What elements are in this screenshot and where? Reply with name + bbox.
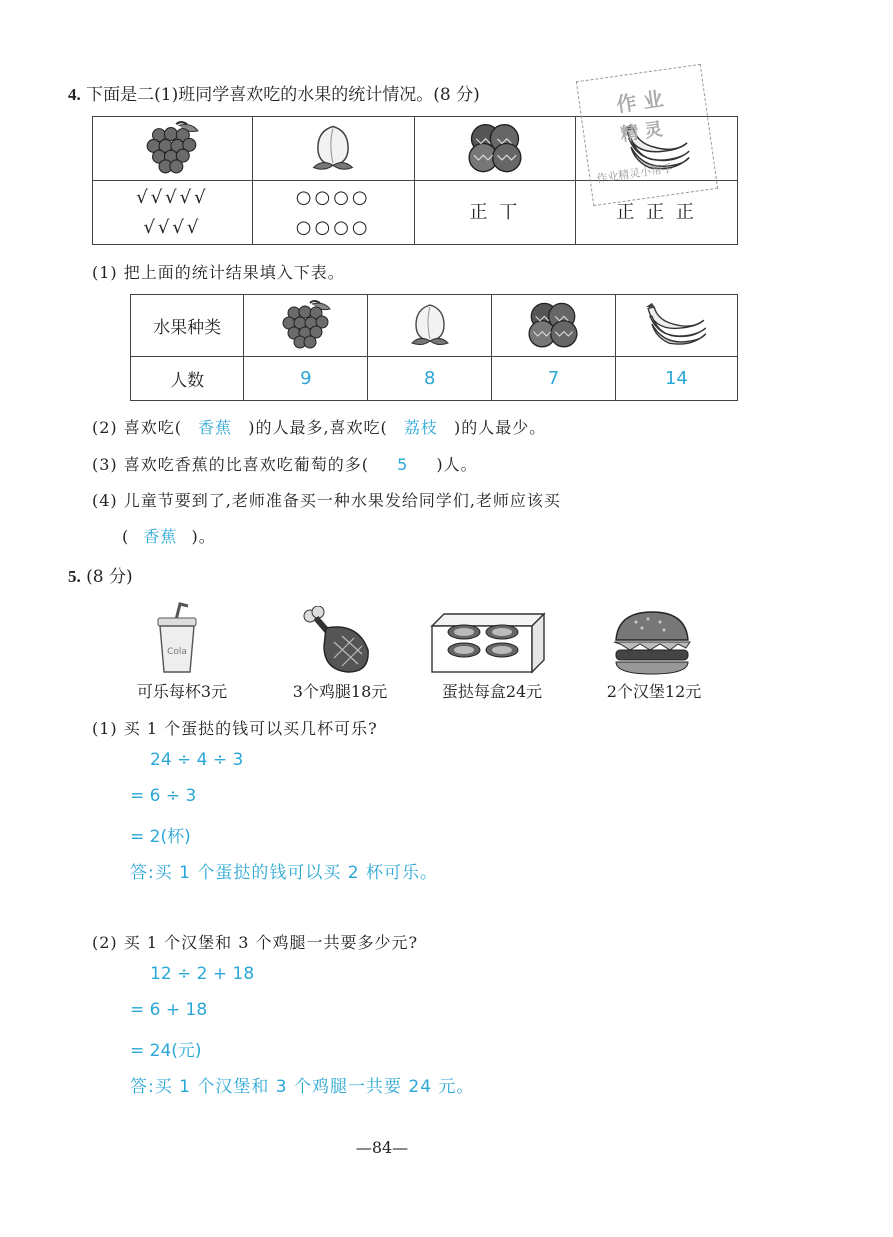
tally-peach-marks [252,181,414,245]
peach-circles-row2: ○○○○ [295,216,371,238]
stamp-line1: 作 业 [614,86,665,117]
q4-part3-text1: (3) 喜欢吃香蕉的比喜欢吃葡萄的多( [92,455,369,474]
q5-part1-question: (1) 买 1 个蛋挞的钱可以买几杯可乐? [92,719,378,738]
tally-grapes-marks [93,181,253,245]
peach-count: 8 [368,357,492,401]
q4-part4-answer: 香蕉 [143,527,178,546]
chicken-leg-icon [298,606,374,676]
q4-part2 [92,415,546,438]
banana-tally: 正 正 正 [616,201,697,223]
q4-part4: (4) 儿童节要到了,老师准备买一种水果发给同学们,老师应该买 [92,491,561,510]
banana-count: 14 [615,357,737,401]
tally-lychee-cell [414,117,576,181]
result-table [130,294,738,401]
tally-peach-cell [252,117,414,181]
q4-part3 [92,452,478,475]
q5-number: 5. [68,567,81,586]
q5-part2-question: (2) 买 1 个汉堡和 3 个鸡腿一共要多少元? [92,933,419,952]
lychee-icon [464,120,526,174]
q4-part4-answer-line [122,524,216,547]
tally-lychee-marks [414,181,576,245]
result-banana-cell [615,295,737,357]
lychee-count: 7 [492,357,616,401]
grape-checks-row2: √√√√ [143,216,202,238]
q5-part1-step1: 24 ÷ 4 ÷ 3 [150,750,244,770]
q5-part1-answer: 答:买 1 个蛋挞的钱可以买 2 杯可乐。 [130,863,438,883]
cola-cup-icon [150,602,204,674]
egg-tart-box-icon [430,612,546,674]
peach-icon [307,120,359,174]
q5-score: (8 分) [86,567,133,587]
q5-part2-answer: 答:买 1 个汉堡和 3 个鸡腿一共要 24 元。 [130,1077,475,1097]
grapes-icon [277,299,335,349]
q4-part2-text3: )的人最少。 [453,418,547,437]
q4-title [68,80,480,105]
stamp-line3: 作业精灵小帮手 [595,161,674,186]
result-grapes-cell [244,295,368,357]
people-count-label: 人数 [131,357,244,401]
grapes-icon [141,120,203,174]
q5-title [68,562,133,587]
chicken-leg-price: 3个鸡腿18元 [292,682,388,701]
egg-tart-price: 蛋挞每盒24元 [441,682,543,701]
q4-part3-text2: )人。 [436,455,478,474]
q4-number: 4. [68,85,81,104]
q5-part1-step3: = 2(杯) [130,827,191,847]
peach-icon [406,299,454,349]
q4-part2-answer1: 香蕉 [198,418,233,437]
watermark-stamp [576,64,718,206]
q5-part2-step1: 12 ÷ 2 + 18 [150,964,255,984]
q4-part3-answer: 5 [397,455,409,474]
q4-part4-close: )。 [191,527,216,546]
peach-circles-row1: ○○○○ [295,186,371,208]
fruit-type-label: 水果种类 [131,295,244,357]
grape-checks-row1: √√√√√ [136,186,209,208]
cola-cup-label: Cola [167,647,187,657]
q4-part1: (1) 把上面的统计结果填入下表。 [92,263,345,282]
q4-part2-text1: (2) 喜欢吃( [92,418,182,437]
q4-part2-text2: )的人最多,喜欢吃( [248,418,388,437]
lychee-icon [526,299,580,349]
q5-part2-step2: = 6 + 18 [130,1000,208,1020]
stamp-line2: 精 灵 [619,118,665,146]
page-number: —84— [355,1138,409,1157]
tally-grapes-cell [93,117,253,181]
q5-part2-step3: = 24(元) [130,1041,202,1061]
q5-part1-step2: = 6 ÷ 3 [130,786,197,806]
q4-part4-open: ( [122,527,130,546]
grapes-count: 9 [244,357,368,401]
banana-icon [643,299,709,349]
hamburger-price: 2个汉堡12元 [606,682,702,701]
lychee-tally: 正 丅 [469,201,521,223]
q4-part2-answer2: 荔枝 [403,418,438,437]
result-peach-cell [368,295,492,357]
hamburger-icon [612,610,692,676]
result-lychee-cell [492,295,616,357]
q4-title-text: 下面是二(1)班同学喜欢吃的水果的统计情况。(8 分) [86,85,480,105]
cola-price: 可乐每杯3元 [136,682,228,701]
